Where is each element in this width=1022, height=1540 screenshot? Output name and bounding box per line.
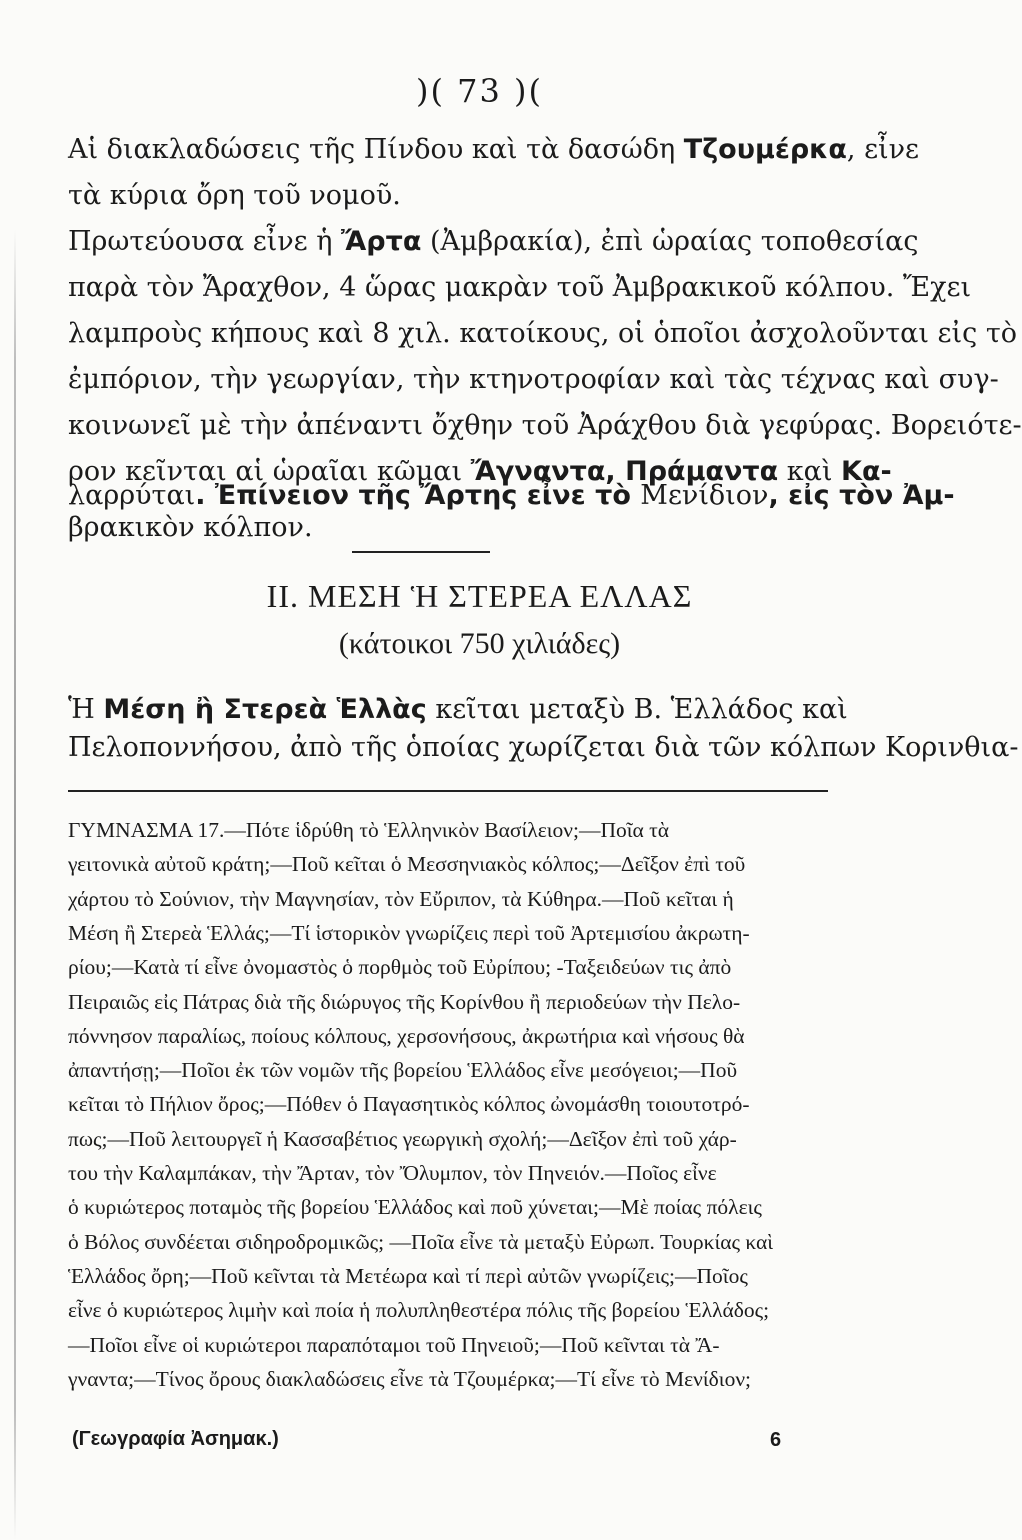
text-line: τὰ κύρια ὄρη τοῦ νομοῦ. xyxy=(68,180,401,211)
exercise-line: ὁ κυριώτερος ποταμὸς τῆς βορείου Ἑλλάδος καὶ ποῦ χύνεται;—Μὲ ποίας πόλεις xyxy=(68,1195,762,1220)
exercise-line: ὁ Βόλος συνδέεται σιδηροδρομικῶς; —Ποῖα εἶνε τὰ μεταξὺ Εὐρωπ. Τουρκίας καὶ xyxy=(68,1229,774,1254)
exercise-line: —Ποῖοι εἶνε οἱ κυριώτεροι παραπόταμοι τοῦ Πηνειοῦ;—Ποῦ κεῖνται τὰ Ἄ- xyxy=(68,1332,720,1357)
exercise-line: κεῖται τὸ Πήλιον ὄρος;—Πόθεν ὁ Παγασητικὸς κόλπος ὠνομάσθη τοιουτοτρό- xyxy=(68,1092,750,1117)
emphasis-text: , εἰς τὸν Ἀμ- xyxy=(768,480,955,511)
exercise-line: ἀπαντήσῃ;—Ποῖοι ἐκ τῶν νομῶν τῆς βορείου Ἑλλάδος εἶνε μεσόγειοι;—Ποῦ xyxy=(68,1058,738,1083)
footer-source: (Γεωγραφία Ἀσημακ.) xyxy=(72,1428,279,1450)
emphasis-text: Κα- xyxy=(841,456,892,487)
text-line: παρὰ τὸν Ἄραχθον, 4 ὥρας μακρὰν τοῦ Ἀμβρακικοῦ κόλπου. Ἔχει xyxy=(68,272,972,303)
exercise-line: γειτονικὰ αὐτοῦ κράτη;—Ποῦ κεῖται ὁ Μεσσηνιακὸς κόλπος;—Δεῖξον ἐπὶ τοῦ xyxy=(68,852,746,877)
exercise-line: ρίου;—Κατὰ τί εἶνε ὀνομαστὸς ὁ πορθμὸς τοῦ Εὐρίπου; -Ταξειδεύων τις ἀπὸ xyxy=(68,955,732,980)
exercise-line: χάρτου τὸ Σούνιον, τὴν Μαγνησίαν, τὸν Εὔριπον, τὰ Κύθηρα.—Ποῦ κεῖται ἡ xyxy=(68,886,734,911)
text-line: κοινωνεῖ μὲ τὴν ἀπέναντι ὄχθην τοῦ Ἀράχθου διὰ γεφύρας. Βορειότε- xyxy=(68,410,1022,441)
exercise-line: γναντα;—Τίνος ὄρους διακλαδώσεις εἶνε τὰ Τζουμέρκα;—Τί εἶνε τὸ Μενίδιον; xyxy=(68,1366,752,1391)
emphasis-text: . Ἐπίνειον τῆς Ἄρτης εἶνε τὸ xyxy=(195,480,641,511)
text-line: Ἡ Μέση ἢ Στερεὰ Ἑλλὰς κεῖται μεταξὺ Β. Ἑλλάδος καὶ xyxy=(68,694,848,725)
emphasis-text: Ἄρτα xyxy=(341,226,422,257)
exercise-line: πόννησον παραλίως, ποίους κόλπους, χερσονήσους, ἀκρωτήρια καὶ νήσους θὰ xyxy=(68,1023,745,1048)
section-title: II. ΜΕΣΗ Ἡ ΣΤΕΡΕΑ ΕΛΛΑΣ xyxy=(266,578,693,614)
exercise-line: Πειραιῶς εἰς Πάτρας διὰ τῆς διώρυγος τῆς Κορίνθου ἢ περιοδεύων τὴν Πελο- xyxy=(68,989,741,1014)
text-line: Αἱ διακλαδώσεις τῆς Πίνδου καὶ τὰ δασώδη Τζουμέρκα, εἶνε xyxy=(68,134,920,165)
text-line: Πελοποννήσου, ἀπὸ τῆς ὁποίας χωρίζεται διὰ τῶν κόλπων Κορινθια- xyxy=(68,732,1019,763)
emphasis-text: Ἄγναντα, Πράμαντα xyxy=(470,456,779,487)
text-line: λαμπροὺς κήπους καὶ 8 χιλ. κατοίκους, οἱ ὁποῖοι ἀσχολοῦνται εἰς τὸ xyxy=(68,318,1018,349)
text-line: ἐμπόριον, τὴν γεωργίαν, τὴν κτηνοτροφίαν καὶ τὰς τέχνας καὶ συγ- xyxy=(68,364,999,395)
exercise-line: εἶνε ὁ κυριώτερος λιμὴν καὶ ποία ἡ πολυπληθεστέρα πόλις τῆς βορείου Ἑλλάδος; xyxy=(68,1298,770,1323)
exercise-line: πως;—Ποῦ λειτουργεῖ ἡ Κασσαβέτιος γεωργικὴ σχολή;—Δεῖξον ἐπὶ τοῦ χάρ- xyxy=(68,1126,737,1151)
emphasis-text: Τζουμέρκα xyxy=(683,134,847,165)
page-number: )( 73 )( xyxy=(416,72,543,110)
exercise-line: Μέση ἢ Στερεὰ Ἑλλάς;—Τί ἱστορικὸν γνωρίζεις περὶ τοῦ Ἀρτεμισίου ἀκρωτη- xyxy=(68,920,750,945)
exercise-line: του τὴν Καλαμπάκαν, τὴν Ἄρταν, τὸν Ὄλυμπον, τὸν Πηνειόν.—Ποῖος εἶνε xyxy=(68,1161,717,1185)
text-line: Πρωτεύουσα εἶνε ἡ Ἄρτα (Ἀμβρακία), ἐπὶ ὡραίας τοποθεσίας xyxy=(68,226,919,257)
page-edge-shadow xyxy=(14,230,16,1540)
text-line: ρον κεῖνται αἱ ὡραῖαι κῶμαι Ἄγναντα, Πράμαντα καὶ Κα- xyxy=(68,456,892,487)
exercise-line: Ἑλλάδος ὄρη;—Ποῦ κεῖνται τὰ Μετέωρα καὶ τί περὶ αὐτῶν γνωρίζεις;—Ποῖος xyxy=(68,1263,748,1288)
emphasis-text: Μέση ἢ Στερεὰ Ἑλλὰς xyxy=(103,694,427,725)
text-line: λαρρύται. Ἐπίνειον τῆς Ἄρτης εἶνε τὸ Μενίδιον, εἰς τὸν Ἀμ- xyxy=(68,480,955,511)
exercise-divider xyxy=(68,790,828,792)
text-line: βρακικὸν κόλπον. xyxy=(68,512,313,543)
section-divider xyxy=(352,551,490,553)
footer-signature: 6 xyxy=(770,1429,782,1451)
exercise-line: ΓΥΜΝΑΣΜΑ 17.—Πότε ἱδρύθη τὸ Ἑλληνικὸν Βασίλειον;—Ποῖα τὰ xyxy=(68,818,670,842)
section-subtitle: (κάτοικοι 750 χιλιάδες) xyxy=(338,627,621,660)
